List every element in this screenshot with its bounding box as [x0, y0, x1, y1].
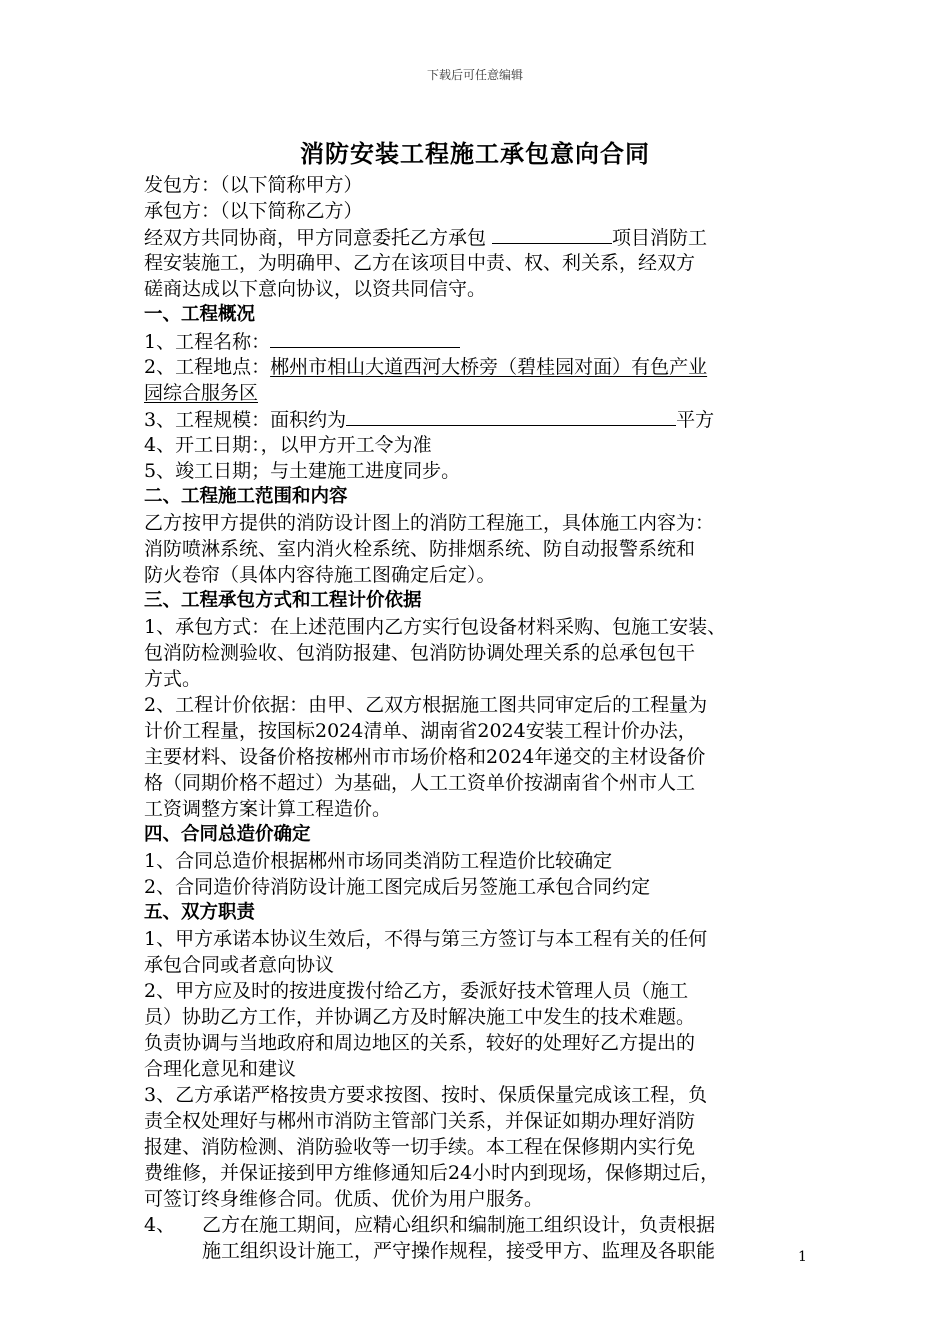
line-prefix: 2、工程地点： [144, 356, 271, 378]
numbered-item [144, 1212, 820, 1238]
blank-field[interactable] [270, 328, 460, 348]
text-line: 承包方：（以下简称乙方） [144, 200, 363, 222]
page-header: 下载后可任意编辑 [426, 68, 523, 82]
text-line: 防火卷帘（具体内容待施工图确定后定）。 [144, 564, 496, 586]
text-line: 程安装施工，为明确甲、乙方在该项目中责、权、利关系，经双方 [144, 252, 696, 274]
text-line: 员）协助乙方工作，并协调乙方及时解决施工中发生的技术难题。 [144, 1006, 696, 1028]
text-line: 格（同期价格不超过）为基础，人工工资单价按湖南省个州市人工 [144, 772, 696, 794]
text-line: 1、承包方式：在上述范围内乙方实行包设备材料采购、包施工安装、 [144, 616, 727, 638]
line-prefix: 1、工程名称： [144, 331, 271, 353]
section-heading: 五、双方职责 [144, 902, 256, 923]
section-heading: 一、工程概况 [144, 304, 256, 325]
indented-line: 施工组织设计施工，严守操作规程，接受甲方、监理及各职能 [202, 1240, 716, 1262]
text-line: 责全权处理好与郴州市消防主管部门关系，并保证如期办理好消防 [144, 1110, 696, 1132]
project-location-line [144, 354, 820, 380]
line-suffix: 平方 [676, 409, 715, 431]
text-line: 计价工程量，按国标2024清单、湖南省2024安装工程计价办法， [144, 720, 697, 742]
document-title: 消防安装工程施工承包意向合同 [300, 140, 650, 168]
section-heading: 三、工程承包方式和工程计价依据 [144, 590, 422, 611]
section-heading: 二、工程施工范围和内容 [144, 486, 348, 507]
text-line: 可签订终身维修合同。优质、优价为用户服务。 [144, 1188, 544, 1210]
location-value: 郴州市相山大道西河大桥旁（碧桂园对面）有色产业 [270, 356, 708, 378]
text-line: 承包合同或者意向协议 [144, 954, 335, 976]
blank-field[interactable] [492, 224, 612, 244]
text-line: 主要材料、设备价格按郴州市市场价格和2024年递交的主材设备价 [144, 746, 706, 768]
text-line: 合理化意见和建议 [144, 1058, 297, 1080]
underlined-line: 园综合服务区 [144, 382, 259, 404]
text-line: 2、工程计价依据：由甲、乙双方根据施工图共同审定后的工程量为 [144, 694, 708, 716]
text-line: 4、开工日期：，以甲方开工令为准 [144, 434, 432, 456]
text-line: 1、甲方承诺本协议生效后，不得与第三方签订与本工程有关的任何 [144, 928, 708, 950]
text-line: 工资调整方案计算工程造价。 [144, 798, 392, 820]
line-prefix: 3、工程规模：面积约为 [144, 409, 347, 431]
line-suffix: 项目消防工 [612, 227, 708, 249]
text-line: 消防喷淋系统、室内消火栓系统、防排烟系统、防自动报警系统和 [144, 538, 696, 560]
section-heading: 四、合同总造价确定 [144, 824, 311, 845]
text-line: 报建、消防检测、消防验收等一切手续。本工程在保修期内实行免 [144, 1136, 696, 1158]
text-line: 发包方：（以下简称甲方） [144, 174, 363, 196]
text-line: 负责协调与当地政府和周边地区的关系，较好的处理好乙方提出的 [144, 1032, 696, 1054]
text-line: 1、合同总造价根据郴州市场同类消防工程造价比较确定 [144, 850, 613, 872]
item-number: 4、 [144, 1214, 176, 1236]
text-line: 磋商达成以下意向协议，以资共同信守。 [144, 278, 487, 300]
fill-in-line [144, 224, 820, 250]
text-line: 乙方按甲方提供的消防设计图上的消防工程施工，具体施工内容为： [144, 512, 715, 534]
line-prefix: 经双方共同协商，甲方同意委托乙方承包 [144, 227, 493, 249]
text-line: 2、甲方应及时的按进度拨付给乙方，委派好技术管理人员（施工 [144, 980, 689, 1002]
fill-in-line [144, 328, 820, 354]
item-text: 乙方在施工期间，应精心组织和编制施工组织设计，负责根据 [202, 1214, 716, 1236]
text-line: 方式。 [144, 668, 202, 690]
blank-field[interactable] [346, 406, 676, 426]
fill-in-line [144, 406, 820, 432]
text-line: 5、竣工日期；与土建施工进度同步。 [144, 460, 461, 482]
text-line: 包消防检测验收、包消防报建、包消防协调处理关系的总承包包干 [144, 642, 696, 664]
text-line: 2、合同造价待消防设计施工图完成后另签施工承包合同约定 [144, 876, 651, 898]
document-body [144, 172, 820, 1264]
page-number: 1 [798, 1249, 807, 1265]
text-line: 费维修，并保证接到甲方维修通知后24小时内到现场，保修期过后， [144, 1162, 720, 1184]
text-line: 3、乙方承诺严格按贵方要求按图、按时、保质保量完成该工程，负 [144, 1084, 708, 1106]
